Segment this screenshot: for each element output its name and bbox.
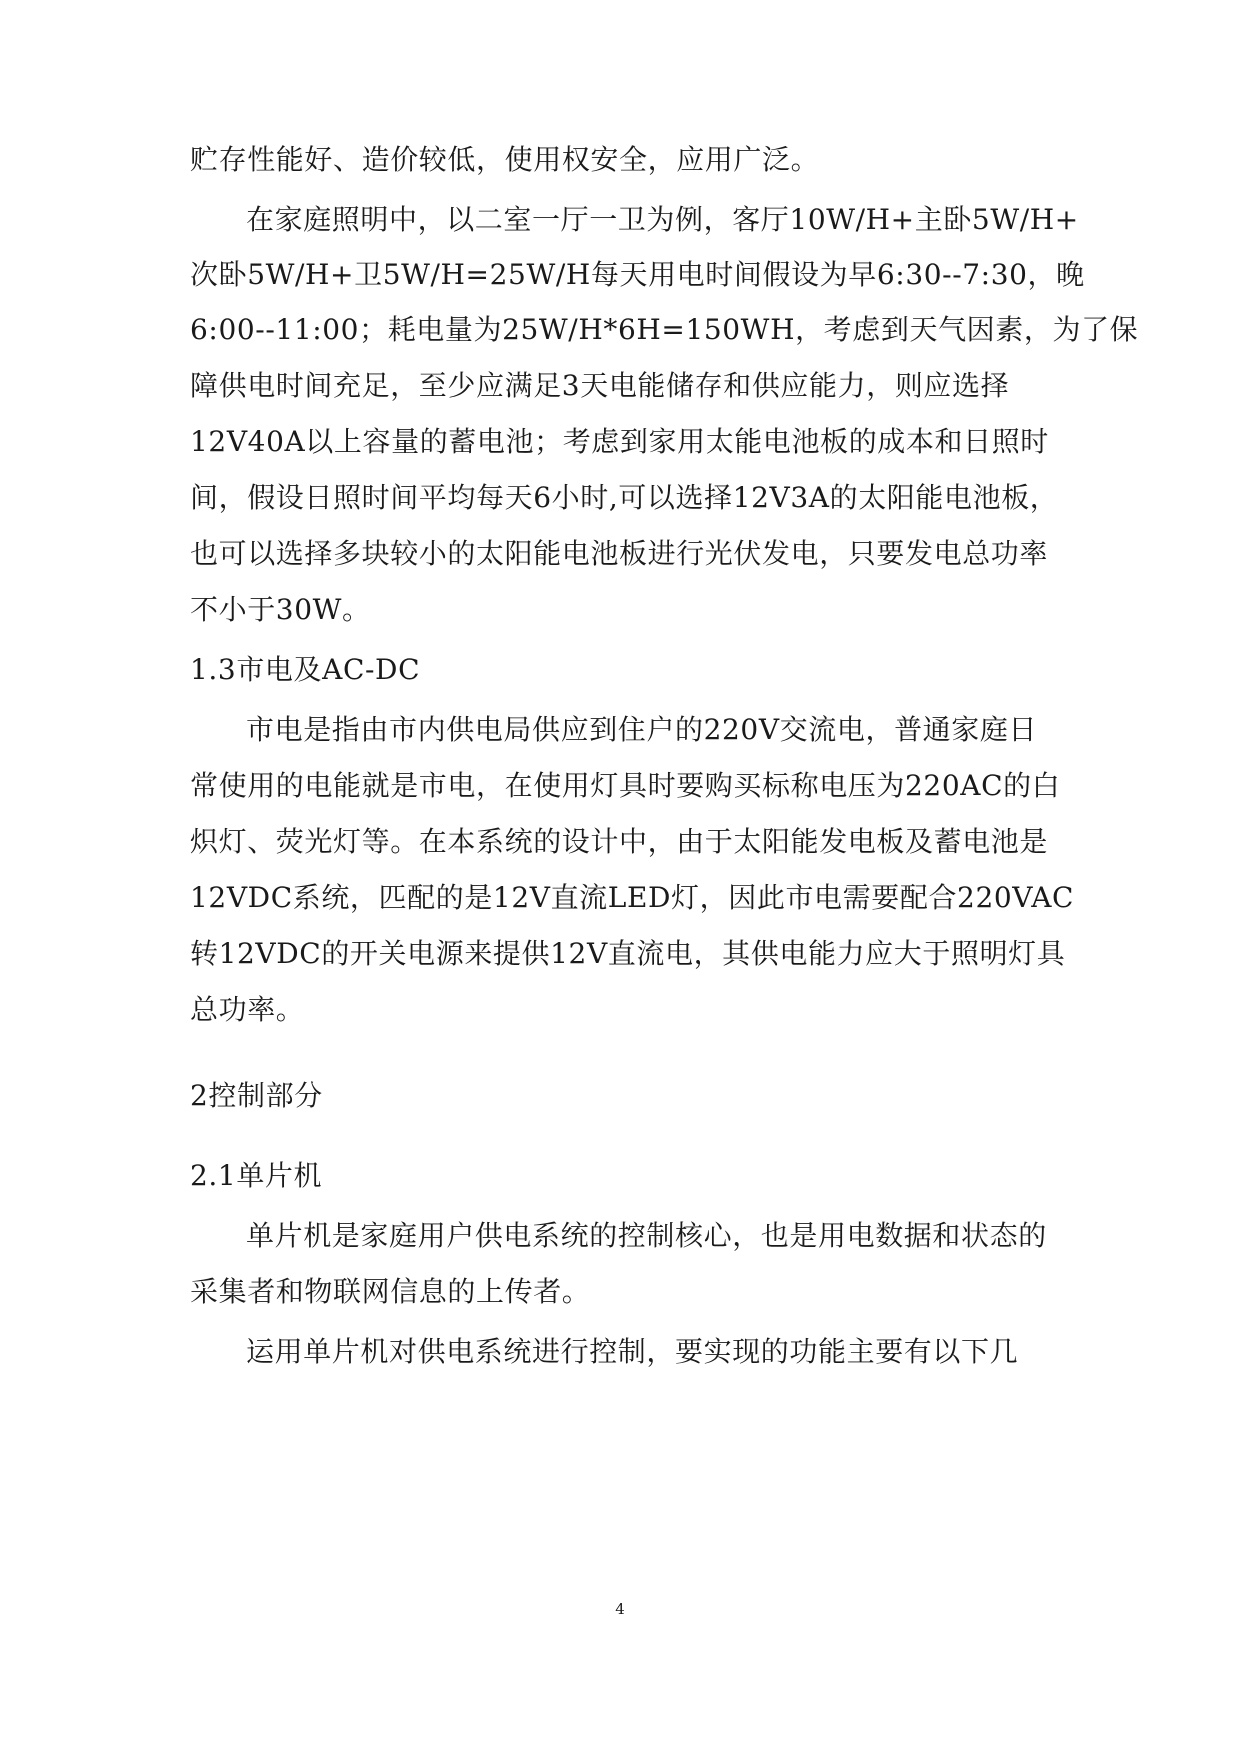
section-heading-1-3: 1.3市电及AC-DC	[190, 653, 421, 686]
text-line: 炽灯、荧光灯等。在本系统的设计中，由于太阳能发电板及蓄电池是	[190, 825, 1049, 858]
text-line: 间，假设日照时间平均每天6小时,可以选择12V3A的太阳能电池板，	[190, 481, 1059, 514]
text-line: 采集者和物联网信息的上传者。	[190, 1275, 591, 1308]
text-line: 转12VDC的开关电源来提供12V直流电，其供电能力应大于照明灯具	[190, 937, 1066, 970]
text-line: 常使用的电能就是市电，在使用灯具时要购买标称电压为220AC的白	[190, 769, 1061, 802]
text-line: 障供电时间充足，至少应满足3天电能储存和供应能力，则应选择	[190, 369, 1010, 402]
text-line: 总功率。	[190, 993, 305, 1026]
text-line: 贮存性能好、造价较低，使用权安全，应用广泛。	[190, 143, 820, 176]
text-line: 单片机是家庭用户供电系统的控制核心，也是用电数据和状态的	[246, 1219, 1047, 1252]
text-line: 6:00--11:00；耗电量为25W/H*6H=150WH，考虑到天气因素，为了保	[190, 313, 1139, 346]
section-heading-2-1: 2.1单片机	[190, 1159, 323, 1192]
text-line: 不小于30W。	[190, 593, 371, 626]
text-line: 运用单片机对供电系统进行控制，要实现的功能主要有以下几	[246, 1335, 1019, 1368]
text-line: 次卧5W/H+卫5W/H=25W/H每天用电时间假设为早6:30--7:30，晚	[190, 258, 1085, 291]
text-line: 12V40A以上容量的蓄电池；考虑到家用太能电池板的成本和日照时	[190, 425, 1049, 458]
page-number: 4	[615, 1600, 625, 1618]
text-line: 12VDC系统，匹配的是12V直流LED灯，因此市电需要配合220VAC	[190, 881, 1075, 914]
text-line: 在家庭照明中，以二室一厅一卫为例，客厅10W/H+主卧5W/H+	[246, 203, 1079, 236]
text-line: 也可以选择多块较小的太阳能电池板进行光伏发电，只要发电总功率	[190, 537, 1049, 570]
section-heading-2: 2控制部分	[190, 1079, 323, 1112]
text-line: 市电是指由市内供电局供应到住户的220V交流电，普通家庭日	[246, 713, 1038, 746]
